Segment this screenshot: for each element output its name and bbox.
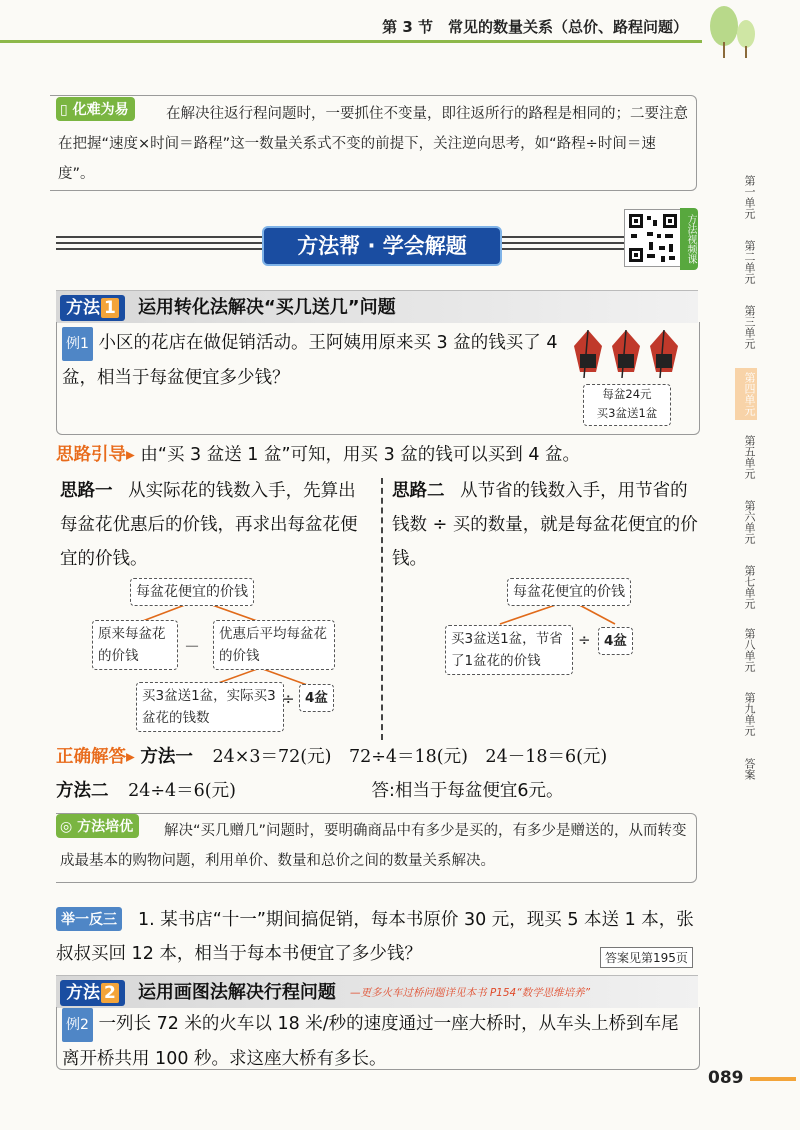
method1-heading <box>60 293 396 319</box>
idea1-label: 思路一 <box>60 481 113 501</box>
tree2-divide: ÷ <box>578 631 591 649</box>
tip-text: 解决“买几赠几”问题时，要明确商品中有多少是买的，有多少是赠送的，从而转变成最基本的购物问题，利用单价、数量和总价之间的数量关系解决。 <box>60 823 687 869</box>
answer-label: 正确解答 <box>56 747 126 767</box>
method2-title: 运用画图法解决行程问题 <box>137 982 336 1003</box>
side-tab-unit-3[interactable]: 第三单元 <box>743 305 756 349</box>
tree1-minus: － <box>184 637 201 656</box>
guide-text: 由“买 3 盆送 1 盆”可知，用买 3 盆的钱可以买到 4 盆。 <box>140 445 581 465</box>
tree1-sub-left: 买3盆送1盆，实际买3盆花的钱数 <box>136 682 284 732</box>
play-icon: ▸ <box>126 445 135 465</box>
example2-question: 一列长 72 米的火车以 18 米/秒的速度通过一座大桥时，从车头上桥到车尾离开桥共用 100 秒。求这座大桥有多长。 <box>62 1014 679 1069</box>
answer-line-1 <box>56 740 716 774</box>
side-tab-unit-2[interactable]: 第二单元 <box>743 240 756 284</box>
method1-title: 运用转化法解决“买几送几”问题 <box>137 297 396 318</box>
tree2-left: 买3盆送1盆，节省了1盆花的价钱 <box>445 625 573 675</box>
method2-note: —更多火车过桥问题详见本书 P154“数学思维培养” <box>350 987 591 999</box>
tree-icon <box>702 4 762 60</box>
practice-tag: 举一反三 <box>56 907 122 931</box>
tree1-divide: ÷ <box>282 690 295 708</box>
hint-tag <box>56 97 135 121</box>
qr-code-icon[interactable] <box>624 209 682 267</box>
idea2-text: 从节省的钱数入手，用节省的钱数 ÷ 买的数量，就是每盆花便宜的价钱。 <box>392 481 698 569</box>
answer-m2-label: 方法二 <box>56 781 109 801</box>
answer-m1-steps: 24×3＝72(元) 72÷4＝18(元) 24－18＝6(元) <box>212 747 608 767</box>
side-tab-unit-9[interactable]: 第九单元 <box>743 692 756 736</box>
flower-pots-illustration <box>568 326 688 382</box>
play-icon: ▸ <box>126 747 135 767</box>
tip-tag <box>56 814 139 838</box>
example1-text <box>62 326 568 395</box>
tree1-right: 优惠后平均每盆花的价钱 <box>213 620 335 670</box>
idea1-text: 从实际花的钱数入手，先算出每盆花优惠后的价钱，再求出每盆花便宜的价钱。 <box>60 481 358 569</box>
tree1-left: 原来每盆花的价钱 <box>92 620 178 670</box>
practice-text: 1. 某书店“十一”期间搞促销，每本书原价 30 元，现买 5 本送 1 本，张叔叔买回 12 本，相当于每本书便宜了多少钱？ <box>56 910 694 964</box>
answer-reference[interactable]: 答案见第195页 <box>600 947 693 968</box>
example2-tag: 例2 <box>62 1008 93 1042</box>
qr-label: 方法视频课 <box>680 208 698 270</box>
hint-tag-label: 化难为易 <box>72 102 129 118</box>
tree1-root: 每盆花便宜的价钱 <box>130 578 254 606</box>
hint-text: 在解决往返行程问题时，一要抓住不变量，即往返所行的路程是相同的；二要注意在把握“速度×时间＝路程”这一数量关系式不变的前提下，关注逆向思考，如“路程÷时间＝速度”。 <box>58 106 688 182</box>
header-rule <box>0 40 702 43</box>
page-number: 089 <box>708 1068 744 1088</box>
price-tag: 每盆24元 买3盆送1盆 <box>583 384 671 426</box>
tree2-right: 4盆 <box>598 627 633 655</box>
side-tab-unit-1[interactable]: 第一单元 <box>743 175 756 219</box>
page-number-accent <box>750 1077 796 1081</box>
answer-m1-label: 方法一 <box>140 747 193 767</box>
example1-question: 小区的花店在做促销活动。王阿姨用原来买 3 盆的钱买了 4 盆，相当于每盆便宜多少钱？ <box>62 333 558 388</box>
idea1-block <box>60 474 372 576</box>
method2-tag: 方法 2 <box>60 980 125 1006</box>
method1-tag: 方法 1 <box>60 295 125 321</box>
answer-line-2 <box>56 774 716 808</box>
guide-label: 思路引导 <box>56 445 126 465</box>
method2-heading <box>60 978 336 1004</box>
section-banner: 方法帮 · 学会解题 <box>262 226 502 266</box>
tree2-root: 每盆花便宜的价钱 <box>507 578 631 606</box>
side-tab-unit-6[interactable]: 第六单元 <box>743 500 756 544</box>
idea2-label: 思路二 <box>392 481 445 501</box>
tree1-sub-right: 4盆 <box>299 684 334 712</box>
magnifier-icon: ◎ <box>60 819 73 835</box>
example2-text <box>62 1007 694 1076</box>
answer-final: 答:相当于每盆便宜6元。 <box>371 781 564 801</box>
side-tab-unit-8[interactable]: 第八单元 <box>743 628 756 672</box>
guide-line <box>56 438 706 472</box>
column-divider <box>381 478 383 740</box>
side-tab-unit-4[interactable]: 第四单元 <box>735 368 757 420</box>
side-tab-unit-5[interactable]: 第五单元 <box>743 435 756 479</box>
side-tab-unit-7[interactable]: 第七单元 <box>743 565 756 609</box>
side-tab-answers[interactable]: 答案 <box>743 758 756 780</box>
tip-tag-label: 方法培优 <box>77 819 134 835</box>
idea2-block <box>392 474 702 576</box>
section-title: 第 3 节 常见的数量关系（总价、路程问题） <box>382 18 688 36</box>
bulb-icon: ▯ <box>60 102 68 118</box>
example1-tag: 例1 <box>62 327 93 361</box>
answer-m2-steps: 24÷4＝6(元) <box>128 781 236 801</box>
